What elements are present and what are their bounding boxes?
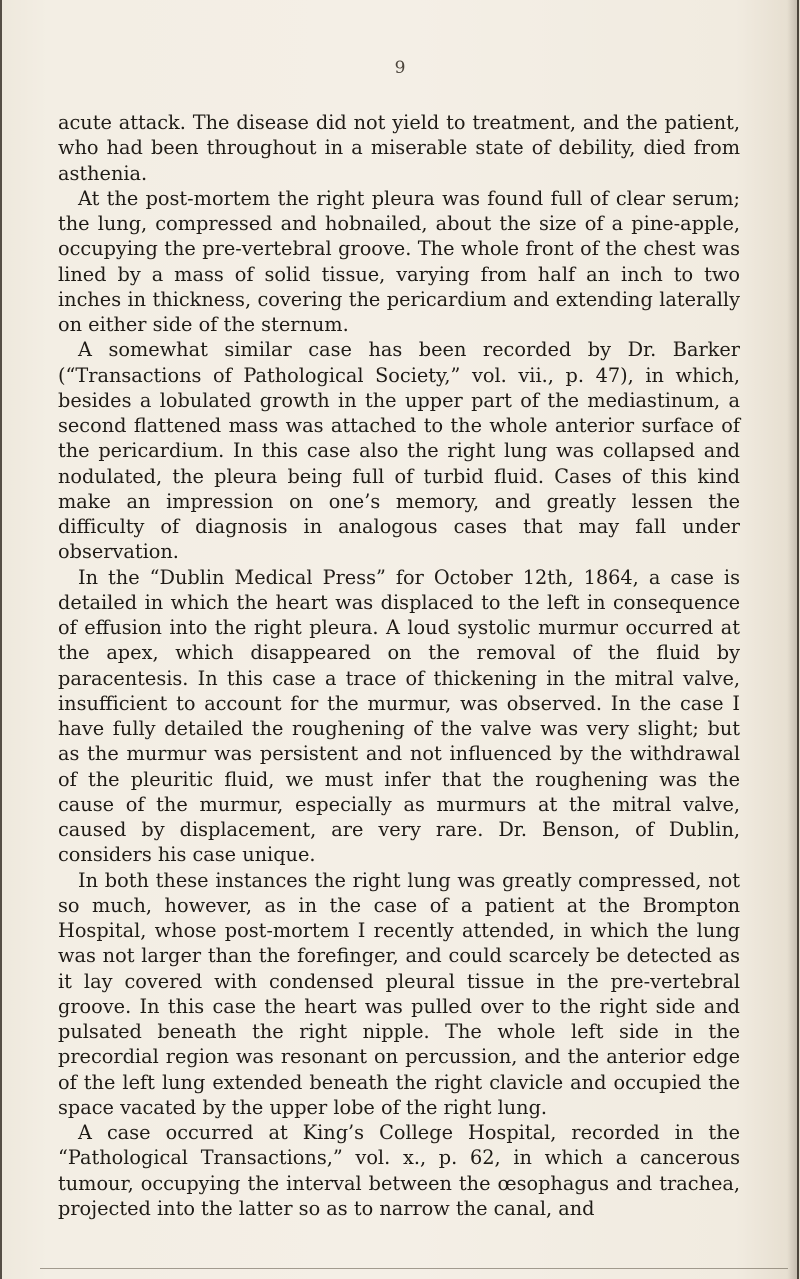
- bottom-rule: [40, 1268, 788, 1269]
- paragraph: A case occurred at King’s College Hospital, recorded in the “Pathological Transactions,” vol. x., p. 62, in which a cancerous tumour, occupying the interval between the œsophagus and trachea, projected into the latter so as to narrow the canal, and: [58, 1121, 740, 1220]
- paragraph: At the post-mortem the right pleura was found full of clear serum; the lung, compressed and hobnailed, about the size of a pine-apple, occupying the pre-vertebral groove. The whole front of the chest was lined by a mass of solid tissue, varying from half an inch to two inches in thickness, covering the pericardium and extending laterally on either side of the sternum.: [58, 186, 740, 336]
- body-text: [58, 110, 740, 1221]
- paragraph: A somewhat similar case has been recorded by Dr. Barker (“Transactions of Pathological Society,” vol. vii., p. 47), in which, besides a lobulated growth in the upper part of the mediastinum, a second flattened mass was attached to the whole anterior surface of the pericardium. In this case also the right lung was collapsed and nodulated, the pleura being full of turbid fluid. Cases of this kind make an impression on one’s memory, and greatly lessen the difficulty of diagnosis in analogous cases that may fall under observation.: [58, 338, 740, 564]
- paragraph: In the “Dublin Medical Press” for October 12th, 1864, a case is detailed in which the heart was displaced to the left in consequence of effusion into the right pleura. A loud systolic murmur occurred at the apex, which disappeared on the removal of the fluid by paracentesis. In this case a trace of thickening in the mitral valve, insufficient to account for the murmur, was observed. In the case I have fully detailed the roughening of the valve was very slight; but as the murmur was persistent and not influenced by the withdrawal of the pleuritic fluid, we must infer that the roughening was the cause of the murmur, especially as murmurs at the mitral valve, caused by displacement, are very rare. Dr. Benson, of Dublin, considers his case unique.: [58, 565, 740, 867]
- right-page-edge: [797, 0, 799, 1279]
- paragraph: acute attack. The disease did not yield to treatment, and the patient, who had been throughout in a miserable state of debility, died from asthenia.: [58, 111, 740, 185]
- page-number: 9: [394, 58, 406, 78]
- left-page-edge: [0, 0, 2, 1279]
- gutter-shadow: [787, 0, 797, 1279]
- paragraph: In both these instances the right lung was greatly compressed, not so much, however, as in the case of a patient at the Brompton Hospital, whose post-mortem I recently attended, in which the lung was not larger than the forefinger, and could scarcely be detected as it lay covered with condensed pleural tissue in the pre-vertebral groove. In this case the heart was pulled over to the right side and pulsated beneath the right nipple. The whole left side in the precordial region was resonant on percussion, and the anterior edge of the left lung extended beneath the right clavicle and occupied the space vacated by the upper lobe of the right lung.: [58, 868, 740, 1119]
